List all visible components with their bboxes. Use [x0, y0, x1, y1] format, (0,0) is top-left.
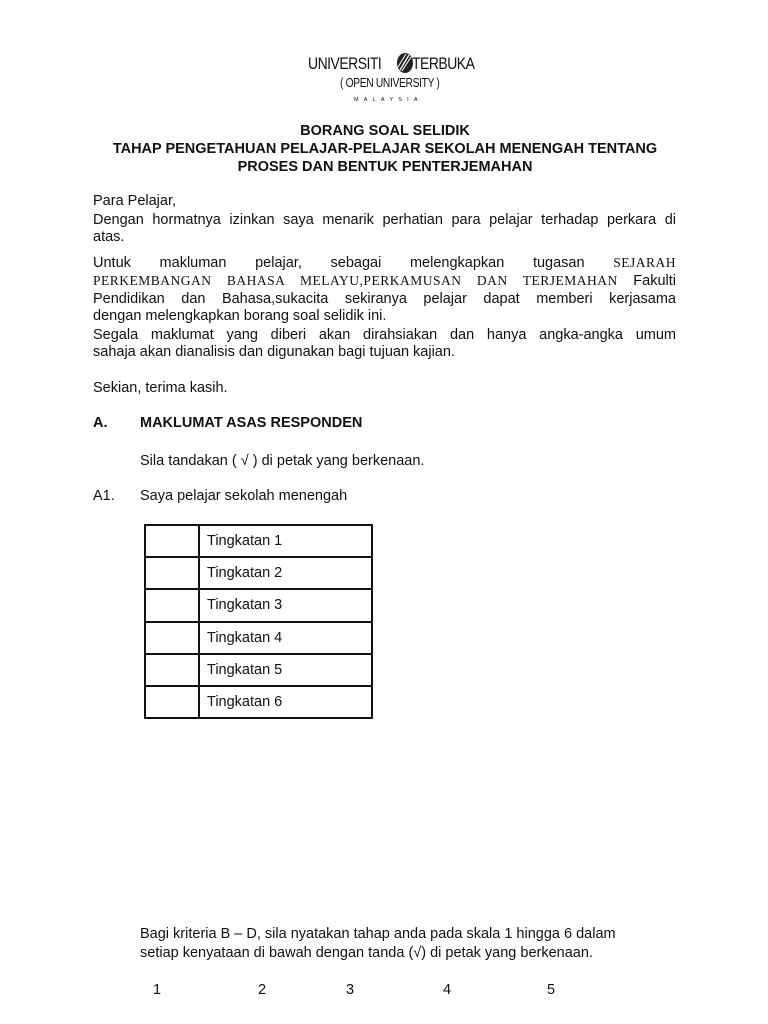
logo-subtitle: ( OPEN UNIVERSITY ) — [340, 76, 440, 90]
checkbox-cell[interactable] — [145, 525, 199, 557]
course-title-part2: PERKEMBANGAN BAHASA MELAYU,PERKAMUSAN DAN TERJEMAHAN — [93, 273, 618, 288]
scale-number: 1 — [153, 982, 162, 998]
form-title: BORANG SOAL SELIDIK — [300, 123, 470, 139]
paragraph2-line-3: Pendidikan dan Bahasa,sukacita sekiranya pelajar dapat memberi kerjasama — [93, 291, 676, 307]
option-label: Tingkatan 6 — [199, 686, 372, 718]
form-subtitle-line2: PROSES DAN BENTUK PENTERJEMAHAN — [237, 159, 533, 175]
checkbox-cell[interactable] — [145, 686, 199, 718]
option-label: Tingkatan 3 — [199, 589, 372, 621]
table-row — [145, 589, 372, 621]
paragraph3-line-1: Segala maklumat yang diberi akan dirahsiakan dan hanya angka-angka umum — [93, 327, 676, 343]
logo-right-word: TERBUKA — [412, 54, 475, 73]
table-row — [145, 654, 372, 686]
form-subtitle-line1: TAHAP PENGETAHUAN PELAJAR-PELAJAR SEKOLAH MENENGAH TENTANG — [112, 141, 658, 157]
checkbox-cell[interactable] — [145, 589, 199, 621]
table-row — [145, 557, 372, 589]
paragraph3-line-2: sahaja akan dianalisis dan digunakan bagi tujuan kajian. — [93, 344, 455, 360]
section-a-title: MAKLUMAT ASAS RESPONDEN — [140, 415, 363, 431]
scale-number: 3 — [346, 982, 355, 998]
option-label: Tingkatan 4 — [199, 622, 372, 654]
checkbox-cell[interactable] — [145, 557, 199, 589]
paragraph2-line-1 — [93, 254, 676, 272]
form-level-table — [144, 524, 373, 719]
option-label: Tingkatan 2 — [199, 557, 372, 589]
option-label: Tingkatan 1 — [199, 525, 372, 557]
checkbox-cell[interactable] — [145, 622, 199, 654]
table-row — [145, 686, 372, 718]
section-a-instruction: Sila tandakan ( √ ) di petak yang berkenaan. — [140, 453, 425, 469]
logo-country: MALAYSIA — [354, 97, 423, 103]
paragraph2-line-4: dengan melengkapkan borang soal selidik ini. — [93, 308, 387, 324]
logo-left-word: UNIVERSITI — [308, 54, 382, 73]
course-title-part1: SEJARAH — [613, 255, 676, 270]
scale-number: 5 — [547, 982, 556, 998]
greeting: Para Pelajar, — [93, 193, 177, 209]
university-logo — [300, 46, 475, 108]
checkbox-cell[interactable] — [145, 654, 199, 686]
paragraph2-text: Untuk makluman pelajar, sebagai melengkapkan tugasan — [93, 255, 614, 271]
scale-number: 4 — [443, 982, 452, 998]
table-row — [145, 622, 372, 654]
option-label: Tingkatan 5 — [199, 654, 372, 686]
scale-number: 2 — [258, 982, 267, 998]
question-a1-text: Saya pelajar sekolah menengah — [140, 488, 348, 504]
closing: Sekian, terima kasih. — [93, 380, 228, 396]
question-a1-number: A1. — [93, 488, 115, 504]
intro-line-2: atas. — [93, 229, 125, 245]
criteria-line-1: Bagi kriteria B – D, sila nyatakan tahap anda pada skala 1 hingga 6 dalam — [140, 926, 616, 942]
table-row — [145, 525, 372, 557]
paragraph2-faculty: Fakulti — [617, 273, 676, 289]
intro-line-1: Dengan hormatnya izinkan saya menarik perhatian para pelajar terhadap perkara di — [93, 212, 676, 228]
criteria-line-2: setiap kenyataan di bawah dengan tanda (√) di petak yang berkenaan. — [140, 945, 593, 961]
logo-wordmark — [308, 54, 475, 76]
paragraph2-line-2 — [93, 272, 676, 290]
section-a-number: A. — [93, 415, 108, 431]
